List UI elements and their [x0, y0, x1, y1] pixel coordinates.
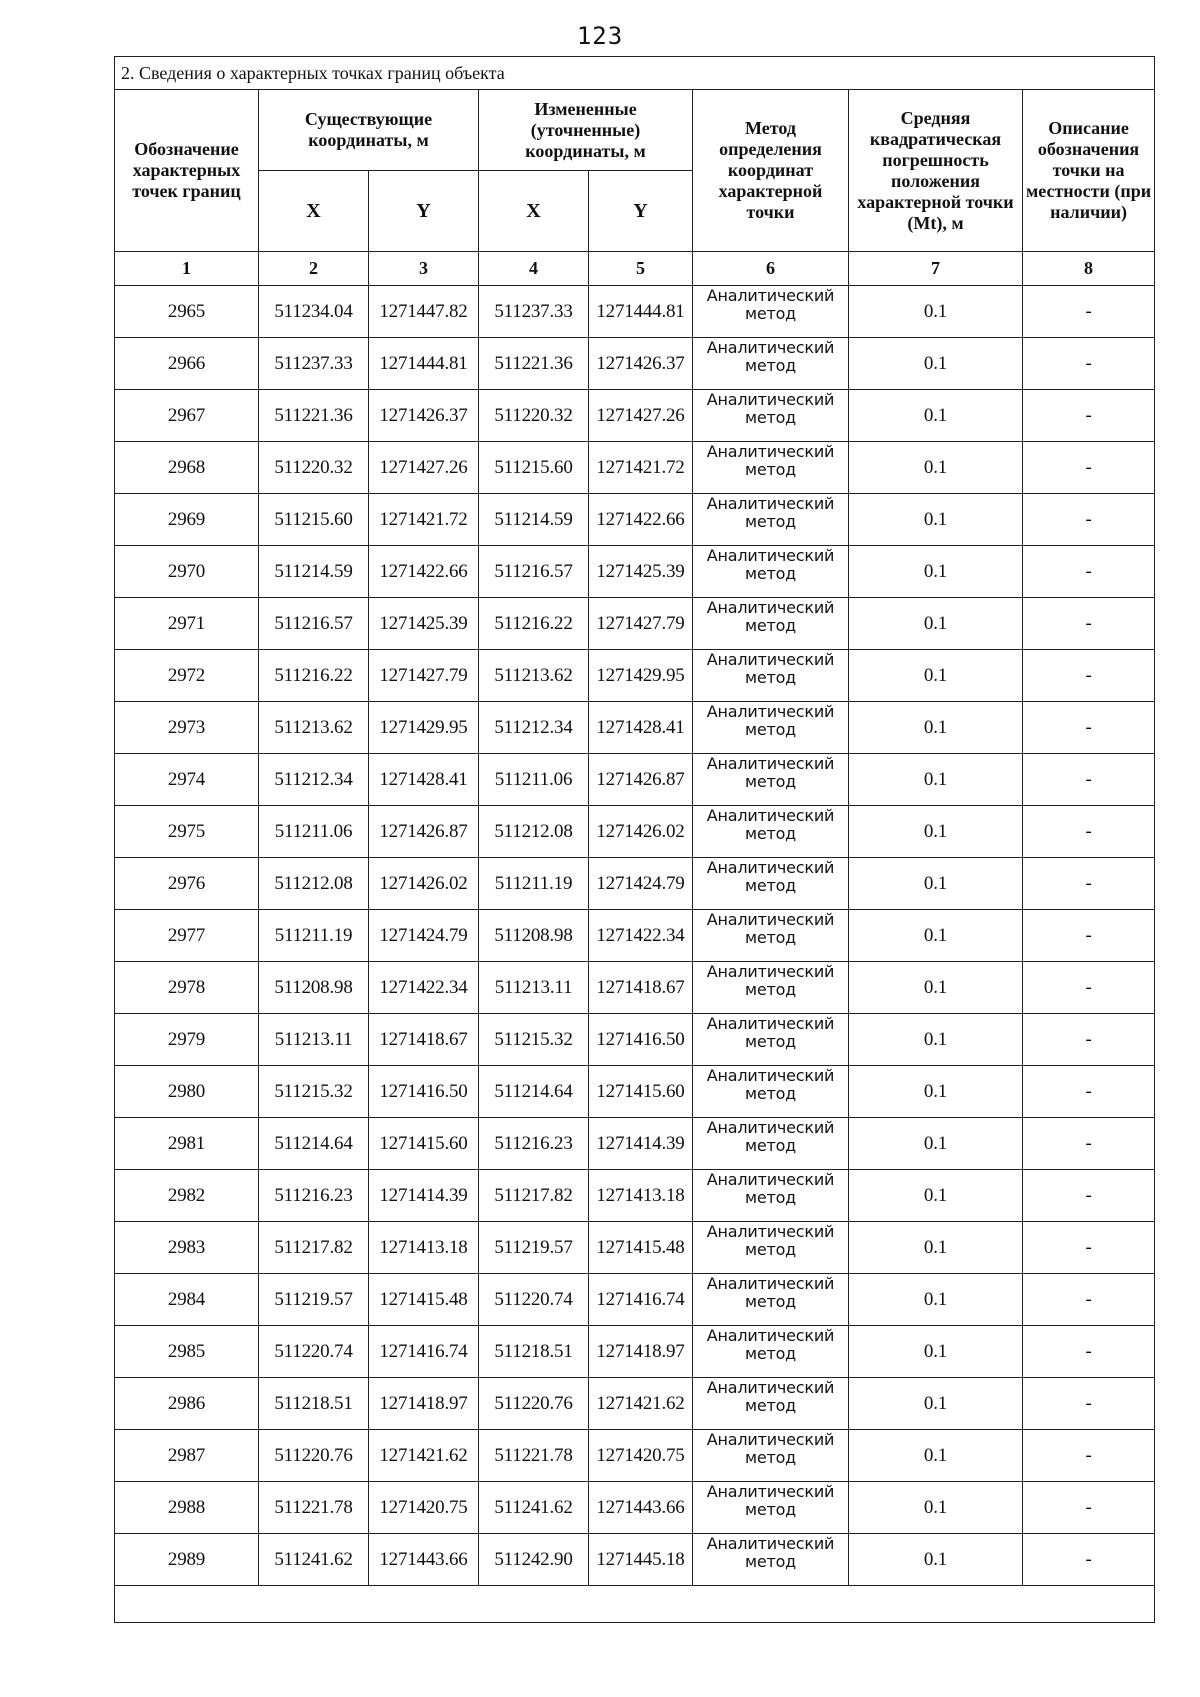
table-row [115, 390, 1155, 442]
cell-method: Аналитический метод [693, 754, 849, 806]
cell-existing-x: 511216.57 [259, 598, 369, 650]
cell-point-id: 2968 [115, 442, 259, 494]
cell-description: - [1023, 1222, 1155, 1274]
cell-description: - [1023, 1482, 1155, 1534]
table-row [115, 1482, 1155, 1534]
cell-mean-error: 0.1 [849, 858, 1023, 910]
cell-changed-y: 1271426.87 [589, 754, 693, 806]
cell-changed-y: 1271418.97 [589, 1326, 693, 1378]
table-row [115, 1534, 1155, 1586]
cell-existing-x: 511212.34 [259, 754, 369, 806]
cell-existing-x: 511219.57 [259, 1274, 369, 1326]
cell-method: Аналитический метод [693, 702, 849, 754]
table-row [115, 1326, 1155, 1378]
cell-method: Аналитический метод [693, 1326, 849, 1378]
cell-changed-x: 511208.98 [479, 910, 589, 962]
cell-existing-y: 1271424.79 [369, 910, 479, 962]
cell-point-id: 2981 [115, 1118, 259, 1170]
cell-mean-error: 0.1 [849, 962, 1023, 1014]
cell-description: - [1023, 702, 1155, 754]
header-point-designation: Обозначение характерных точек границ [115, 90, 259, 252]
cell-method: Аналитический метод [693, 442, 849, 494]
cell-existing-y: 1271413.18 [369, 1222, 479, 1274]
cell-point-id: 2982 [115, 1170, 259, 1222]
cell-existing-x: 511221.78 [259, 1482, 369, 1534]
header-existing-coordinates: Существующие координаты, м [259, 90, 479, 171]
cell-point-id: 2973 [115, 702, 259, 754]
cell-description: - [1023, 1066, 1155, 1118]
table-row [115, 650, 1155, 702]
cell-existing-y: 1271416.50 [369, 1066, 479, 1118]
cell-method: Аналитический метод [693, 390, 849, 442]
cell-point-id: 2974 [115, 754, 259, 806]
cell-point-id: 2966 [115, 338, 259, 390]
cell-point-id: 2987 [115, 1430, 259, 1482]
cell-changed-y: 1271415.48 [589, 1222, 693, 1274]
cell-existing-x: 511215.60 [259, 494, 369, 546]
cell-changed-x: 511212.34 [479, 702, 589, 754]
cell-existing-y: 1271414.39 [369, 1170, 479, 1222]
cell-method: Аналитический метод [693, 546, 849, 598]
cell-method: Аналитический метод [693, 1378, 849, 1430]
cell-changed-x: 511216.57 [479, 546, 589, 598]
cell-existing-y: 1271429.95 [369, 702, 479, 754]
cell-changed-y: 1271425.39 [589, 546, 693, 598]
table-row [115, 1222, 1155, 1274]
cell-changed-y: 1271413.18 [589, 1170, 693, 1222]
page-number: 123 [576, 22, 624, 50]
header-changed-y: Y [589, 171, 693, 252]
cell-changed-x: 511220.74 [479, 1274, 589, 1326]
cell-method: Аналитический метод [693, 1482, 849, 1534]
table-row [115, 858, 1155, 910]
cell-description: - [1023, 1326, 1155, 1378]
cell-existing-x: 511213.62 [259, 702, 369, 754]
cell-mean-error: 0.1 [849, 1378, 1023, 1430]
cell-existing-y: 1271426.02 [369, 858, 479, 910]
cell-existing-x: 511211.06 [259, 806, 369, 858]
cell-changed-x: 511211.06 [479, 754, 589, 806]
cell-description: - [1023, 390, 1155, 442]
cell-existing-x: 511211.19 [259, 910, 369, 962]
cell-changed-x: 511216.23 [479, 1118, 589, 1170]
cell-changed-y: 1271418.67 [589, 962, 693, 1014]
cell-existing-y: 1271418.67 [369, 1014, 479, 1066]
cell-mean-error: 0.1 [849, 1170, 1023, 1222]
cell-changed-x: 511220.32 [479, 390, 589, 442]
table-row [115, 598, 1155, 650]
cell-existing-x: 511215.32 [259, 1066, 369, 1118]
cell-mean-error: 0.1 [849, 442, 1023, 494]
cell-method: Аналитический метод [693, 1118, 849, 1170]
cell-mean-error: 0.1 [849, 1118, 1023, 1170]
cell-changed-x: 511216.22 [479, 598, 589, 650]
column-number: 7 [849, 252, 1023, 286]
cell-point-id: 2969 [115, 494, 259, 546]
table-row [115, 1118, 1155, 1170]
cell-description: - [1023, 546, 1155, 598]
cell-mean-error: 0.1 [849, 1274, 1023, 1326]
cell-changed-y: 1271427.26 [589, 390, 693, 442]
cell-method: Аналитический метод [693, 910, 849, 962]
cell-point-id: 2988 [115, 1482, 259, 1534]
cell-changed-y: 1271444.81 [589, 286, 693, 338]
cell-changed-y: 1271414.39 [589, 1118, 693, 1170]
cell-changed-x: 511218.51 [479, 1326, 589, 1378]
header-point-description: Описание обозначения точки на местности (при наличии) [1023, 90, 1155, 252]
cell-existing-x: 511216.23 [259, 1170, 369, 1222]
cell-existing-x: 511220.32 [259, 442, 369, 494]
cell-changed-y: 1271426.37 [589, 338, 693, 390]
header-changed-coordinates: Измененные (уточненные) координаты, м [479, 90, 693, 171]
cell-changed-y: 1271416.74 [589, 1274, 693, 1326]
cell-point-id: 2986 [115, 1378, 259, 1430]
cell-changed-x: 511237.33 [479, 286, 589, 338]
cell-point-id: 2980 [115, 1066, 259, 1118]
cell-method: Аналитический метод [693, 806, 849, 858]
cell-description: - [1023, 1170, 1155, 1222]
cell-changed-x: 511221.36 [479, 338, 589, 390]
cell-changed-y: 1271422.34 [589, 910, 693, 962]
cell-method: Аналитический метод [693, 1534, 849, 1586]
cell-changed-y: 1271421.62 [589, 1378, 693, 1430]
cell-mean-error: 0.1 [849, 1014, 1023, 1066]
cell-changed-y: 1271443.66 [589, 1482, 693, 1534]
cell-existing-y: 1271447.82 [369, 286, 479, 338]
cell-method: Аналитический метод [693, 1274, 849, 1326]
cell-mean-error: 0.1 [849, 494, 1023, 546]
cell-point-id: 2967 [115, 390, 259, 442]
cell-changed-y: 1271429.95 [589, 650, 693, 702]
cell-existing-x: 511217.82 [259, 1222, 369, 1274]
cell-mean-error: 0.1 [849, 702, 1023, 754]
cell-existing-y: 1271426.37 [369, 390, 479, 442]
cell-mean-error: 0.1 [849, 910, 1023, 962]
cell-mean-error: 0.1 [849, 1326, 1023, 1378]
cell-point-id: 2972 [115, 650, 259, 702]
empty-row [115, 1586, 1155, 1623]
cell-mean-error: 0.1 [849, 286, 1023, 338]
cell-mean-error: 0.1 [849, 1430, 1023, 1482]
cell-existing-x: 511218.51 [259, 1378, 369, 1430]
header-existing-x: X [259, 171, 369, 252]
cell-changed-y: 1271420.75 [589, 1430, 693, 1482]
cell-existing-x: 511208.98 [259, 962, 369, 1014]
cell-point-id: 2979 [115, 1014, 259, 1066]
cell-existing-y: 1271418.97 [369, 1378, 479, 1430]
cell-description: - [1023, 962, 1155, 1014]
cell-description: - [1023, 1430, 1155, 1482]
table-row [115, 1170, 1155, 1222]
cell-method: Аналитический метод [693, 1014, 849, 1066]
table-row [115, 754, 1155, 806]
cell-description: - [1023, 754, 1155, 806]
header-method: Метод определения координат характерной точки [693, 90, 849, 252]
cell-existing-y: 1271422.34 [369, 962, 479, 1014]
cell-description: - [1023, 1118, 1155, 1170]
cell-method: Аналитический метод [693, 1430, 849, 1482]
column-number: 2 [259, 252, 369, 286]
cell-changed-y: 1271416.50 [589, 1014, 693, 1066]
column-number: 3 [369, 252, 479, 286]
cell-description: - [1023, 494, 1155, 546]
cell-description: - [1023, 1378, 1155, 1430]
cell-existing-y: 1271427.79 [369, 650, 479, 702]
cell-method: Аналитический метод [693, 338, 849, 390]
column-number: 5 [589, 252, 693, 286]
column-number-row [115, 252, 1155, 286]
cell-existing-y: 1271415.60 [369, 1118, 479, 1170]
cell-changed-y: 1271428.41 [589, 702, 693, 754]
cell-changed-x: 511213.11 [479, 962, 589, 1014]
cell-point-id: 2975 [115, 806, 259, 858]
cell-mean-error: 0.1 [849, 1534, 1023, 1586]
cell-point-id: 2971 [115, 598, 259, 650]
cell-changed-y: 1271427.79 [589, 598, 693, 650]
column-number: 6 [693, 252, 849, 286]
cell-existing-y: 1271416.74 [369, 1326, 479, 1378]
cell-changed-y: 1271445.18 [589, 1534, 693, 1586]
cell-method: Аналитический метод [693, 286, 849, 338]
cell-point-id: 2985 [115, 1326, 259, 1378]
cell-method: Аналитический метод [693, 1222, 849, 1274]
cell-existing-x: 511221.36 [259, 390, 369, 442]
cell-mean-error: 0.1 [849, 1482, 1023, 1534]
table-row [115, 286, 1155, 338]
cell-mean-error: 0.1 [849, 390, 1023, 442]
cell-existing-y: 1271420.75 [369, 1482, 479, 1534]
header-mean-error: Средняя квадратическая погрешность положения характерной точки (Mt), м [849, 90, 1023, 252]
header-existing-y: Y [369, 171, 479, 252]
cell-mean-error: 0.1 [849, 598, 1023, 650]
cell-existing-x: 511220.74 [259, 1326, 369, 1378]
cell-mean-error: 0.1 [849, 754, 1023, 806]
cell-method: Аналитический метод [693, 494, 849, 546]
cell-changed-x: 511242.90 [479, 1534, 589, 1586]
header-changed-x: X [479, 171, 589, 252]
cell-point-id: 2970 [115, 546, 259, 598]
table-row [115, 1014, 1155, 1066]
table-row [115, 962, 1155, 1014]
cell-existing-x: 511234.04 [259, 286, 369, 338]
cell-changed-x: 511214.59 [479, 494, 589, 546]
cell-description: - [1023, 442, 1155, 494]
cell-point-id: 2983 [115, 1222, 259, 1274]
cell-mean-error: 0.1 [849, 338, 1023, 390]
cell-existing-x: 511241.62 [259, 1534, 369, 1586]
cell-description: - [1023, 1534, 1155, 1586]
cell-description: - [1023, 650, 1155, 702]
cell-mean-error: 0.1 [849, 650, 1023, 702]
cell-description: - [1023, 806, 1155, 858]
cell-method: Аналитический метод [693, 1170, 849, 1222]
cell-changed-x: 511215.60 [479, 442, 589, 494]
cell-existing-x: 511237.33 [259, 338, 369, 390]
cell-existing-y: 1271421.62 [369, 1430, 479, 1482]
cell-existing-x: 511220.76 [259, 1430, 369, 1482]
cell-existing-y: 1271428.41 [369, 754, 479, 806]
cell-description: - [1023, 858, 1155, 910]
table-row [115, 806, 1155, 858]
cell-existing-x: 511214.64 [259, 1118, 369, 1170]
cell-changed-x: 511220.76 [479, 1378, 589, 1430]
cell-description: - [1023, 286, 1155, 338]
table-row [115, 1378, 1155, 1430]
cell-description: - [1023, 338, 1155, 390]
cell-existing-y: 1271421.72 [369, 494, 479, 546]
cell-mean-error: 0.1 [849, 1222, 1023, 1274]
cell-point-id: 2976 [115, 858, 259, 910]
table-row [115, 442, 1155, 494]
table-row [115, 910, 1155, 962]
column-number: 4 [479, 252, 589, 286]
cell-existing-y: 1271422.66 [369, 546, 479, 598]
cell-changed-x: 511215.32 [479, 1014, 589, 1066]
cell-existing-y: 1271443.66 [369, 1534, 479, 1586]
section-title: 2. Сведения о характерных точках границ объекта [115, 57, 1155, 90]
table-row [115, 1066, 1155, 1118]
cell-changed-x: 511211.19 [479, 858, 589, 910]
table-row [115, 494, 1155, 546]
cell-point-id: 2977 [115, 910, 259, 962]
cell-existing-y: 1271444.81 [369, 338, 479, 390]
empty-cell [115, 1586, 1155, 1623]
cell-mean-error: 0.1 [849, 806, 1023, 858]
cell-method: Аналитический метод [693, 598, 849, 650]
cell-existing-y: 1271427.26 [369, 442, 479, 494]
cell-changed-y: 1271426.02 [589, 806, 693, 858]
cell-changed-y: 1271415.60 [589, 1066, 693, 1118]
cell-existing-x: 511216.22 [259, 650, 369, 702]
table-row [115, 702, 1155, 754]
cell-method: Аналитический метод [693, 962, 849, 1014]
cell-description: - [1023, 1014, 1155, 1066]
table-row [115, 338, 1155, 390]
cell-mean-error: 0.1 [849, 1066, 1023, 1118]
cell-existing-y: 1271425.39 [369, 598, 479, 650]
cell-existing-x: 511214.59 [259, 546, 369, 598]
cell-existing-x: 511212.08 [259, 858, 369, 910]
cell-changed-x: 511219.57 [479, 1222, 589, 1274]
cell-changed-x: 511214.64 [479, 1066, 589, 1118]
column-number: 8 [1023, 252, 1155, 286]
cell-description: - [1023, 1274, 1155, 1326]
cell-changed-x: 511212.08 [479, 806, 589, 858]
cell-changed-y: 1271422.66 [589, 494, 693, 546]
cell-changed-x: 511217.82 [479, 1170, 589, 1222]
table-row [115, 1274, 1155, 1326]
cell-changed-x: 511241.62 [479, 1482, 589, 1534]
table-row [115, 1430, 1155, 1482]
cell-method: Аналитический метод [693, 650, 849, 702]
cell-description: - [1023, 598, 1155, 650]
cell-mean-error: 0.1 [849, 546, 1023, 598]
table-row [115, 546, 1155, 598]
cell-description: - [1023, 910, 1155, 962]
cell-existing-y: 1271426.87 [369, 806, 479, 858]
cell-method: Аналитический метод [693, 858, 849, 910]
cell-existing-x: 511213.11 [259, 1014, 369, 1066]
cell-point-id: 2984 [115, 1274, 259, 1326]
cell-changed-y: 1271424.79 [589, 858, 693, 910]
cell-changed-x: 511213.62 [479, 650, 589, 702]
cell-point-id: 2978 [115, 962, 259, 1014]
cell-point-id: 2965 [115, 286, 259, 338]
boundary-points-table [114, 56, 1155, 1623]
cell-existing-y: 1271415.48 [369, 1274, 479, 1326]
cell-method: Аналитический метод [693, 1066, 849, 1118]
cell-point-id: 2989 [115, 1534, 259, 1586]
column-number: 1 [115, 252, 259, 286]
cell-changed-x: 511221.78 [479, 1430, 589, 1482]
cell-changed-y: 1271421.72 [589, 442, 693, 494]
